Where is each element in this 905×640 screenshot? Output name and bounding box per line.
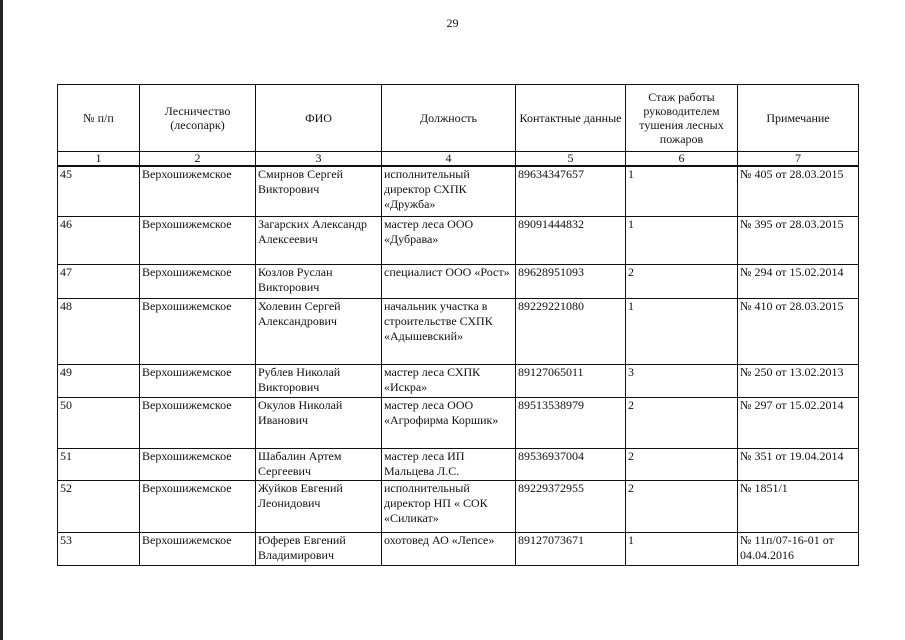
table-row	[58, 166, 859, 216]
table-row	[58, 364, 859, 397]
cell-forestry: Верхошижемское	[140, 532, 256, 565]
cell-number: 46	[58, 216, 140, 264]
column-number: 1	[58, 152, 140, 167]
cell-number: 47	[58, 264, 140, 298]
table-row	[58, 532, 859, 565]
cell-forestry: Верхошижемское	[140, 298, 256, 364]
cell-note: № 11п/07-16-01 от 04.04.2016	[738, 532, 859, 565]
column-number: 4	[382, 152, 516, 167]
cell-note: № 297 от 15.02.2014	[738, 397, 859, 448]
cell-note: № 410 от 28.03.2015	[738, 298, 859, 364]
cell-experience: 1	[626, 166, 738, 216]
header-cell: Контактные данные	[516, 85, 626, 152]
cell-contact: 89634347657	[516, 166, 626, 216]
cell-position: охотовед АО «Лепсе»	[382, 532, 516, 565]
header-cell: Должность	[382, 85, 516, 152]
cell-number: 53	[58, 532, 140, 565]
cell-name: Окулов Николай Иванович	[256, 397, 382, 448]
cell-name: Рублев Николай Викторович	[256, 364, 382, 397]
cell-experience: 1	[626, 216, 738, 264]
cell-number: 51	[58, 448, 140, 480]
cell-forestry: Верхошижемское	[140, 364, 256, 397]
cell-note: № 1851/1	[738, 480, 859, 532]
cell-experience: 1	[626, 532, 738, 565]
cell-name: Смирнов Сергей Викторович	[256, 166, 382, 216]
cell-experience: 2	[626, 264, 738, 298]
column-number: 6	[626, 152, 738, 167]
cell-forestry: Верхошижемское	[140, 448, 256, 480]
cell-position: мастер леса ООО «Дубрава»	[382, 216, 516, 264]
cell-number: 50	[58, 397, 140, 448]
cell-contact: 89127073671	[516, 532, 626, 565]
cell-experience: 3	[626, 364, 738, 397]
cell-position: мастер леса ИП Мальцева Л.С.	[382, 448, 516, 480]
registry-table	[57, 84, 859, 566]
cell-forestry: Верхошижемское	[140, 166, 256, 216]
cell-contact: 89229372955	[516, 480, 626, 532]
cell-number: 49	[58, 364, 140, 397]
cell-experience: 2	[626, 397, 738, 448]
cell-name: Жуйков Евгений Леонидович	[256, 480, 382, 532]
cell-name: Шабалин Артем Сергеевич	[256, 448, 382, 480]
cell-experience: 1	[626, 298, 738, 364]
column-number: 5	[516, 152, 626, 167]
header-cell: Стаж работы руководителем тушения лесных пожаров	[626, 85, 738, 152]
cell-name: Загарских Александр Алексеевич	[256, 216, 382, 264]
cell-contact: 89091444832	[516, 216, 626, 264]
cell-number: 48	[58, 298, 140, 364]
table-row	[58, 480, 859, 532]
header-cell: Примечание	[738, 85, 859, 152]
cell-name: Козлов Руслан Викторович	[256, 264, 382, 298]
table-row	[58, 448, 859, 480]
header-cell: ФИО	[256, 85, 382, 152]
cell-number: 52	[58, 480, 140, 532]
column-number: 3	[256, 152, 382, 167]
cell-forestry: Верхошижемское	[140, 480, 256, 532]
table-row	[58, 397, 859, 448]
column-number: 2	[140, 152, 256, 167]
table-row	[58, 298, 859, 364]
page-number: 29	[446, 16, 459, 30]
cell-experience: 2	[626, 448, 738, 480]
cell-forestry: Верхошижемское	[140, 264, 256, 298]
cell-contact: 89513538979	[516, 397, 626, 448]
cell-forestry: Верхошижемское	[140, 397, 256, 448]
cell-position: мастер леса ООО «Агрофирма Коршик»	[382, 397, 516, 448]
cell-note: № 250 от 13.02.2013	[738, 364, 859, 397]
cell-name: Холевин Сергей Александрович	[256, 298, 382, 364]
header-row	[58, 85, 859, 152]
cell-contact: 89229221080	[516, 298, 626, 364]
cell-experience: 2	[626, 480, 738, 532]
cell-contact: 89628951093	[516, 264, 626, 298]
cell-position: исполнительный директор НП « СОК «Силикат»	[382, 480, 516, 532]
cell-contact: 89127065011	[516, 364, 626, 397]
cell-note: № 351 от 19.04.2014	[738, 448, 859, 480]
cell-position: мастер леса СХПК «Искра»	[382, 364, 516, 397]
cell-position: начальник участка в строительстве СХПК «Адышевский»	[382, 298, 516, 364]
cell-note: № 405 от 28.03.2015	[738, 166, 859, 216]
cell-forestry: Верхошижемское	[140, 216, 256, 264]
table-row	[58, 216, 859, 264]
cell-position: исполнительный директор СХПК «Дружба»	[382, 166, 516, 216]
cell-position: специалист ООО «Рост»	[382, 264, 516, 298]
header-cell: № п/п	[58, 85, 140, 152]
column-number: 7	[738, 152, 859, 167]
header-cell: Лесничество (лесопарк)	[140, 85, 256, 152]
cell-number: 45	[58, 166, 140, 216]
table-row	[58, 264, 859, 298]
scan-left-edge	[0, 0, 3, 640]
cell-note: № 294 от 15.02.2014	[738, 264, 859, 298]
cell-name: Юферев Евгений Владимирович	[256, 532, 382, 565]
cell-contact: 89536937004	[516, 448, 626, 480]
column-number-row	[58, 152, 859, 167]
cell-note: № 395 от 28.03.2015	[738, 216, 859, 264]
